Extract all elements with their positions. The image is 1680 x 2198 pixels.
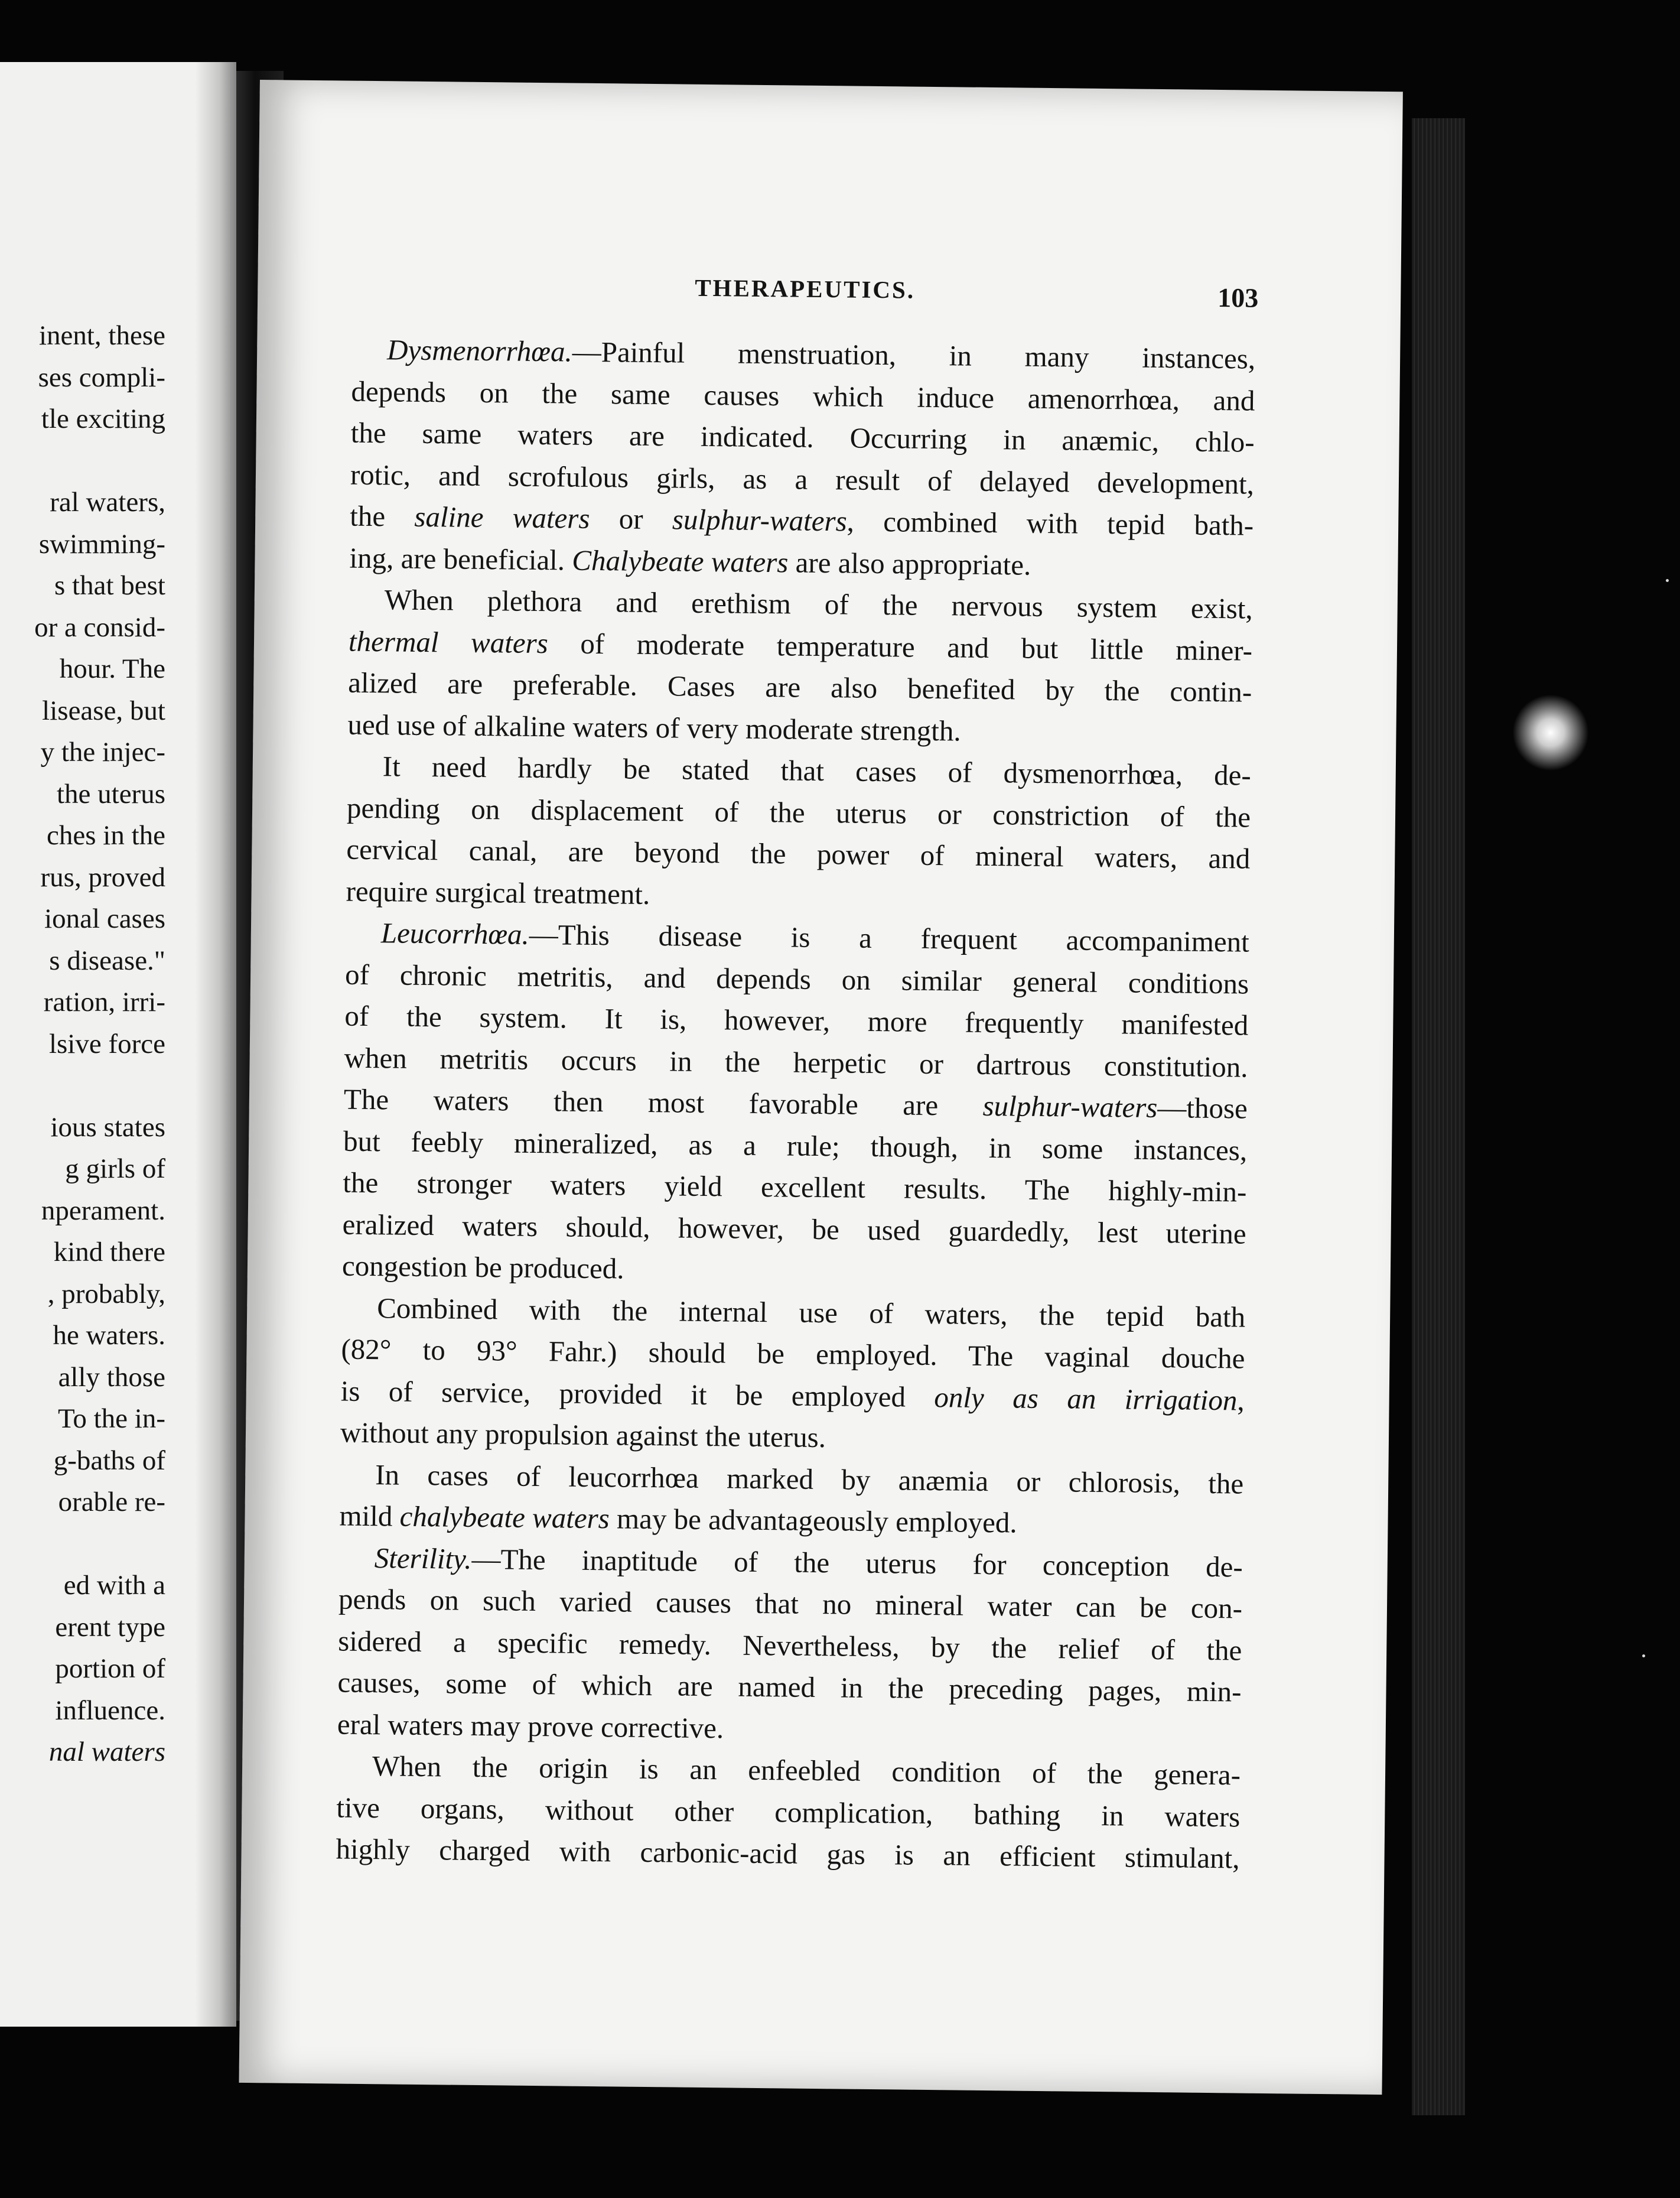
left-page-line: influence.: [55, 1695, 165, 1726]
body-line: sidered a specific remedy. Nevertheless, by the relief of the: [338, 1624, 1242, 1667]
body-line: It need hardly be stated that cases of dysmenorrhœa, de-: [382, 750, 1252, 792]
body-line: without any propulsion against the uterus.: [340, 1416, 826, 1454]
scan-glare: [1512, 694, 1589, 771]
body-line: thermal waters of moderate temperature and but little miner-: [348, 625, 1253, 667]
left-page-line: swimming-: [38, 528, 165, 560]
body-line: ued use of alkaline waters of very moderate strength.: [347, 708, 961, 747]
left-page-line: tle exciting: [41, 404, 165, 434]
left-page-line: rus, proved: [40, 861, 165, 893]
body-line: In cases of leucorrhœa marked by anæmia or chlorosis, the: [375, 1458, 1244, 1500]
body-line: ing, are beneficial. Chalybeate waters are also appropriate.: [349, 541, 1031, 581]
body-line: depends on the same causes which induce amenorrhœa, and: [351, 375, 1255, 417]
body-line: tive organs, without other complication, bathing in waters: [336, 1791, 1241, 1833]
left-page-line: or a consid-: [34, 612, 165, 643]
left-page-line: inent, these: [38, 320, 165, 351]
body-line: (82° to 93° Fahr.) should be employed. The vaginal douche: [341, 1332, 1245, 1375]
left-page-line: s that best: [54, 570, 165, 601]
body-line: is of service, provided it be employed only as an irrigation,: [340, 1374, 1245, 1417]
left-page-line: ional cases: [44, 903, 165, 934]
left-page-line: To the in-: [57, 1403, 165, 1434]
body-line: Leucorrhœa.—This disease is a frequent accompaniment: [380, 916, 1250, 958]
left-page-line: ious states: [50, 1111, 165, 1143]
page-edges: [1412, 118, 1465, 2115]
body-line: the stronger waters yield excellent results. The highly-min-: [343, 1166, 1247, 1208]
left-page-line: g-baths of: [53, 1445, 165, 1476]
body-line: eralized waters should, however, be used guardedly, lest uterine: [342, 1208, 1246, 1250]
scan-speck: [1666, 579, 1669, 582]
left-page-line: kind there: [53, 1237, 165, 1267]
body-line: When the origin is an enfeebled condition of the genera-: [372, 1750, 1241, 1791]
left-page-line: hour. The: [59, 653, 165, 684]
body-line: of chronic metritis, and depends on similar general conditions: [344, 958, 1249, 1000]
left-page-line: lisease, but: [42, 695, 165, 726]
body-line: the saline waters or sulphur-waters, combined with tepid bath-: [349, 499, 1254, 542]
left-page-line: orable re-: [58, 1487, 165, 1517]
left-page-line: he waters.: [53, 1320, 165, 1351]
left-page-line: nperament.: [41, 1195, 165, 1226]
left-page-line: ral waters,: [50, 487, 165, 518]
body-line: Sterility.—The inaptitude of the uterus for conception de-: [374, 1541, 1243, 1584]
body-line: causes, some of which are named in the preceding pages, min-: [337, 1666, 1242, 1708]
body-line: highly charged with carbonic-acid gas is an efficient stimulant,: [336, 1832, 1240, 1875]
body-line-text: —Painful menstruation, in many instances,: [572, 335, 1256, 375]
body-line: congestion be produced.: [341, 1249, 624, 1285]
body-line: require surgical treatment.: [346, 874, 650, 911]
body-text: [336, 329, 1255, 1880]
left-page-line: ed with a: [63, 1570, 165, 1601]
heading-leucorrhoea: Leucorrhœa.: [380, 916, 530, 951]
left-page-line: the uterus: [56, 778, 165, 809]
left-page-line: lsive force: [48, 1028, 165, 1059]
body-line: of the system. It is, however, more frequently manifested: [344, 999, 1249, 1042]
left-page-line: ses compli-: [38, 362, 165, 393]
body-line: alized are preferable. Cases are also benefited by the contin-: [348, 666, 1252, 708]
body-line: when metritis occurs in the herpetic or dartrous constitution.: [344, 1041, 1248, 1084]
left-page-line: y the injec-: [40, 737, 165, 768]
body-line: rotic, and scrofulous girls, as a result of delayed development,: [350, 458, 1255, 500]
body-line: pending on displacement of the uterus or constriction of the: [346, 791, 1251, 834]
left-page-line: ration, irri-: [43, 987, 165, 1017]
body-line: mild chalybeate waters may be advantageously employed.: [339, 1499, 1017, 1539]
body-line: but feebly mineralized, as a rule; though, in some instances,: [343, 1124, 1248, 1167]
heading-sterility: Sterility.: [374, 1541, 472, 1575]
left-page-line: portion of: [55, 1653, 165, 1684]
body-line: When plethora and erethism of the nervous system exist,: [384, 583, 1254, 625]
left-page-line: erent type: [55, 1611, 165, 1643]
left-page-line: ches in the: [47, 820, 165, 851]
left-page-line: g girls of: [65, 1153, 165, 1184]
body-line: cervical canal, are beyond the power of mineral waters, and: [346, 833, 1251, 875]
scan-speck: [1642, 1654, 1645, 1657]
left-page-line: , probably,: [47, 1278, 165, 1309]
body-line: eral waters may prove corrective.: [337, 1708, 724, 1744]
body-line: the same waters are indicated. Occurring in anæmic, chlo-: [350, 416, 1255, 459]
left-facing-page: [0, 62, 236, 2027]
body-line: The waters then most favorable are sulphur-waters—those: [343, 1082, 1248, 1125]
left-page-line: nal waters: [48, 1737, 165, 1767]
heading-dysmenorrhoea: Dysmenorrhœa.: [386, 333, 573, 368]
left-page-line: s disease.": [49, 945, 165, 976]
page-number: 103: [1217, 282, 1259, 313]
running-head: THERAPEUTICS.: [695, 274, 916, 304]
right-page: [239, 80, 1403, 2095]
body-line: Combined with the internal use of waters, the tepid bath: [376, 1291, 1246, 1334]
left-page-line: ally those: [58, 1361, 165, 1393]
body-line: pends on such varied causes that no mineral water can be con-: [338, 1582, 1243, 1625]
left-page-gutter-shadow: [195, 62, 236, 2027]
